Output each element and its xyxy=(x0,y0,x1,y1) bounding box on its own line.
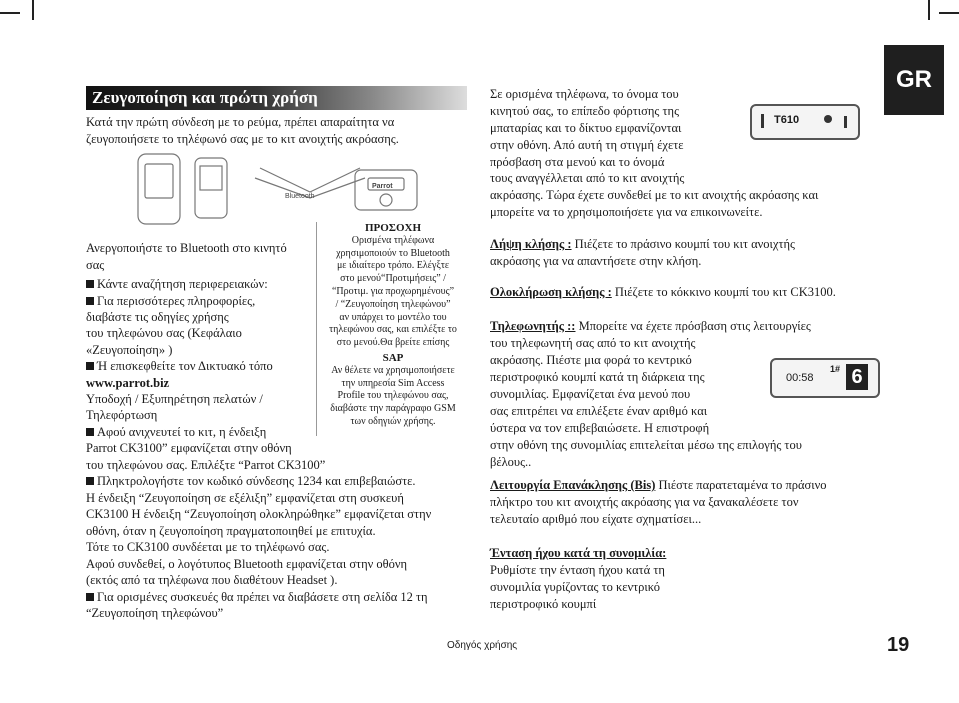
step-line: Αφού συνδεθεί, ο λογότυπος Bluetooth εμφανίζεται στην οθόνη xyxy=(86,557,408,571)
step-line: CK3100 Η ένδειξη “Ζευγοποίηση ολοκληρώθηκε” εμφανίζεται στην xyxy=(86,507,432,521)
website-link[interactable]: www.parrot.biz xyxy=(86,376,170,390)
caution-line: τηλεφώνου σας, και επιλέξτε το xyxy=(329,324,457,336)
volume-line: Ρυθμίστε την ένταση ήχου κατά τη xyxy=(490,563,665,577)
volume-line: περιστροφικό κουμπί xyxy=(490,597,597,611)
right-intro-line: πρόσβαση στα μενού και το όνομά xyxy=(490,155,665,169)
crop-mark xyxy=(0,12,20,14)
intro-line: Κατά την πρώτη σύνδεση με το ρεύμα, πρέπει απαραίτητα να xyxy=(86,115,395,129)
voicemail-line: περιστροφικό κουμπί κατά τη διάρκεια της xyxy=(490,370,705,384)
sap-line: την υπηρεσία Sim Access xyxy=(341,377,445,389)
step-line: Parrot CK3100” εμφανίζεται στην οθόνη xyxy=(86,441,292,455)
redial-text: Πιέστε παρατεταμένα το πράσινο xyxy=(655,478,827,492)
right-intro-line: Σε ορισμένα τηλέφωνα, το όνομα του xyxy=(490,87,679,101)
voicemail-line: συνομιλίας. Εμφανίζεται ένα μενού που xyxy=(490,387,691,401)
sap-heading: SAP xyxy=(382,351,404,364)
answer-call-line: ακρόασης για να απαντήσετε στην κλήση. xyxy=(490,254,702,268)
voicemail-line: ύστερα να τον επιβεβαιώσετε. Η επιστροφή xyxy=(490,421,710,435)
end-call-title: Ολοκλήρωση κλήσης : xyxy=(490,285,612,299)
language-tab: GR xyxy=(884,45,944,115)
answer-call-text: Πιέζετε το πράσινο κουμπί του κιτ ανοιχτής xyxy=(571,237,795,251)
voicemail-line: βέλους.. xyxy=(490,455,532,469)
step-line: Τηλεφόρτωση xyxy=(86,408,158,422)
voicemail-title: Τηλεφωνητής :: xyxy=(490,319,576,333)
caution-line: στο μενού“Προτιμήσεις” / xyxy=(340,273,446,285)
step-line: Η ένδειξη “Ζευγοποίηση σε εξέλιξη” εμφανίζεται στη συσκευή xyxy=(86,491,404,505)
caution-box xyxy=(317,222,469,429)
intro-line: ζευγοποιήσετε το τηλέφωνό σας με το κιτ ανοιχτής ακρόασης. xyxy=(86,132,399,146)
signal-icon xyxy=(761,114,764,128)
right-intro-line: ακρόασης. Τώρα έχετε συνδεθεί με το κιτ ανοιχτής ακρόασης και xyxy=(490,188,819,202)
step-line: διαβάστε τις οδηγίες χρήσης xyxy=(86,310,229,324)
caution-line: “Προτιμ. για προχωρημένους” xyxy=(331,285,455,297)
caution-line: Ορισμένα τηλέφωνα xyxy=(351,234,435,246)
voicemail-line: ακρόασης. Πιέστε μια φορά το κεντρικό xyxy=(490,353,692,367)
kit-display-call xyxy=(770,358,880,398)
right-intro-line: κινητού σας, το επίπεδο φόρτισης της xyxy=(490,104,680,118)
voicemail-text: Μπορείτε να έχετε πρόσβαση στις λειτουργίες xyxy=(575,319,811,333)
redial-line: πλήκτρο του κιτ ανοιχτής ακρόασης για να ξανακαλέσετε τον xyxy=(490,495,799,509)
voicemail-line: στην οθόνη της συνομιλίας επιτελείται μέσω της επιλογής του xyxy=(490,438,802,452)
page-number: 19 xyxy=(887,634,910,656)
right-intro-line: μπορείτε να το χρησιμοποιήσετε για να επικοινωνείτε. xyxy=(490,205,763,219)
answer-call-line xyxy=(490,236,795,253)
display-phone-name: T610 xyxy=(774,114,800,126)
step-line: σας xyxy=(86,258,105,272)
step-line: Τότε το CK3100 συνδέεται με το τηλέφωνό σας. xyxy=(86,540,330,554)
redial-line: τελευταίο αριθμό που είχατε σχηματίσει... xyxy=(490,512,702,526)
redial-line xyxy=(490,477,827,494)
volume-line: συνομιλία γυρίζοντας το κεντρικό xyxy=(490,580,661,594)
crop-mark xyxy=(939,12,959,14)
caution-line: αν υπάρχει το μοντέλο του xyxy=(339,311,447,323)
bluetooth-label: Bluetooth xyxy=(285,193,315,200)
step-line: (εκτός από τα τηλέφωνα που διαθέτουν Headset ). xyxy=(86,573,338,587)
caution-line: στο μενού.Θα βρείτε επίσης xyxy=(336,337,450,349)
step-line: Κάντε αναζήτηση περιφερειακών: xyxy=(86,276,268,293)
right-intro-line: στην οθόνη. Από αυτή τη στιγμή έχετε xyxy=(490,138,684,152)
redial-title: Λειτουργία Επανάκλησης (Bis) xyxy=(490,478,656,492)
sap-line: των οδηγιών χρήσης. xyxy=(350,415,436,427)
step-line: οθόνη, όταν η ζευγοποίηση πραγματοποιηθεί με επιτυχία. xyxy=(86,524,376,538)
step-line: «Ζευγοποίηση» ) xyxy=(86,343,173,357)
bluetooth-icon xyxy=(824,115,832,123)
call-timer: 00:58 xyxy=(786,372,814,384)
crop-mark xyxy=(32,0,34,20)
step-line: Για ορισμένες συσκευές θα πρέπει να διαβάσετε στη σελίδα 12 τη xyxy=(86,589,428,606)
step-line: Ή επισκεφθείτε τον Δικτυακό τόπο xyxy=(86,358,273,375)
caution-line: / “Ζευγοποίηση τηλεφώνου” xyxy=(335,298,451,310)
pairing-illustration xyxy=(100,150,470,226)
caution-line: με ιδιαίτερο τρόπο. Ελέγξτε xyxy=(336,260,450,272)
step-line: Ανεργοποιήστε το Bluetooth στο κινητό xyxy=(86,241,287,255)
voicemail-line: του τηλεφωνητή σας από το κιτ ανοιχτής xyxy=(490,336,696,350)
battery-icon xyxy=(844,116,847,128)
end-call-text: Πιέζετε το κόκκινο κουμπί του κιτ CK3100. xyxy=(611,285,836,299)
selected-digit: 6 xyxy=(846,364,868,390)
end-call-line xyxy=(490,284,836,301)
volume-title: Ένταση ήχου κατά τη συνομιλία: xyxy=(490,546,667,560)
voicemail-line xyxy=(490,318,811,335)
parrot-label: Parrot xyxy=(372,183,393,190)
step-line: του τηλεφώνου σας (Κεφάλαιο xyxy=(86,326,242,340)
step-line: Πληκτρολογήστε τον κωδικό σύνδεσης 1234 και επιβεβαιώστε. xyxy=(86,473,416,490)
step-line: “Ζευγοποίηση τηλεφώνου” xyxy=(86,606,224,620)
caution-heading: ΠΡΟΣΟΧΗ xyxy=(364,222,422,234)
right-intro-line: μπαταρίας και το δίκτυο εμφανίζονται xyxy=(490,121,682,135)
caution-line: χρησιμοποιούν το Bluetooth xyxy=(336,247,450,259)
kit-display-phone-name xyxy=(750,104,860,140)
section-title: Ζευγοποίηση και πρώτη χρήση xyxy=(92,88,318,107)
crop-mark xyxy=(928,0,930,20)
hash-icon: 1# xyxy=(830,364,841,374)
step-line: Για περισσότερες πληροφορίες, xyxy=(86,293,255,310)
sap-line: διαβάστε την παράγραφο GSM xyxy=(330,403,456,415)
answer-call-title: Λήψη κλήσης : xyxy=(490,237,572,251)
voicemail-line: σας επιτρέπει να επιλέξετε έναν αριθμό και xyxy=(490,404,708,418)
step-line: Υποδοχή / Εξυπηρέτηση πελατών / xyxy=(86,392,263,406)
footer-title: Οδηγός χρήσης xyxy=(447,640,518,651)
right-intro-line: τους αναγγέλλεται από το κιτ ανοιχτής xyxy=(490,171,685,185)
section-title-bar xyxy=(86,86,467,110)
step-line: Αφού ανιχνευτεί το κιτ, η ένδειξη xyxy=(86,424,266,441)
sap-line: Αν θέλετε να χρησιμοποιήσετε xyxy=(331,364,455,376)
sap-line: Profile του τηλεφώνου σας, xyxy=(337,390,449,402)
step-line: του τηλεφώνου σας. Επιλέξτε “Parrot CK3100” xyxy=(86,458,326,472)
